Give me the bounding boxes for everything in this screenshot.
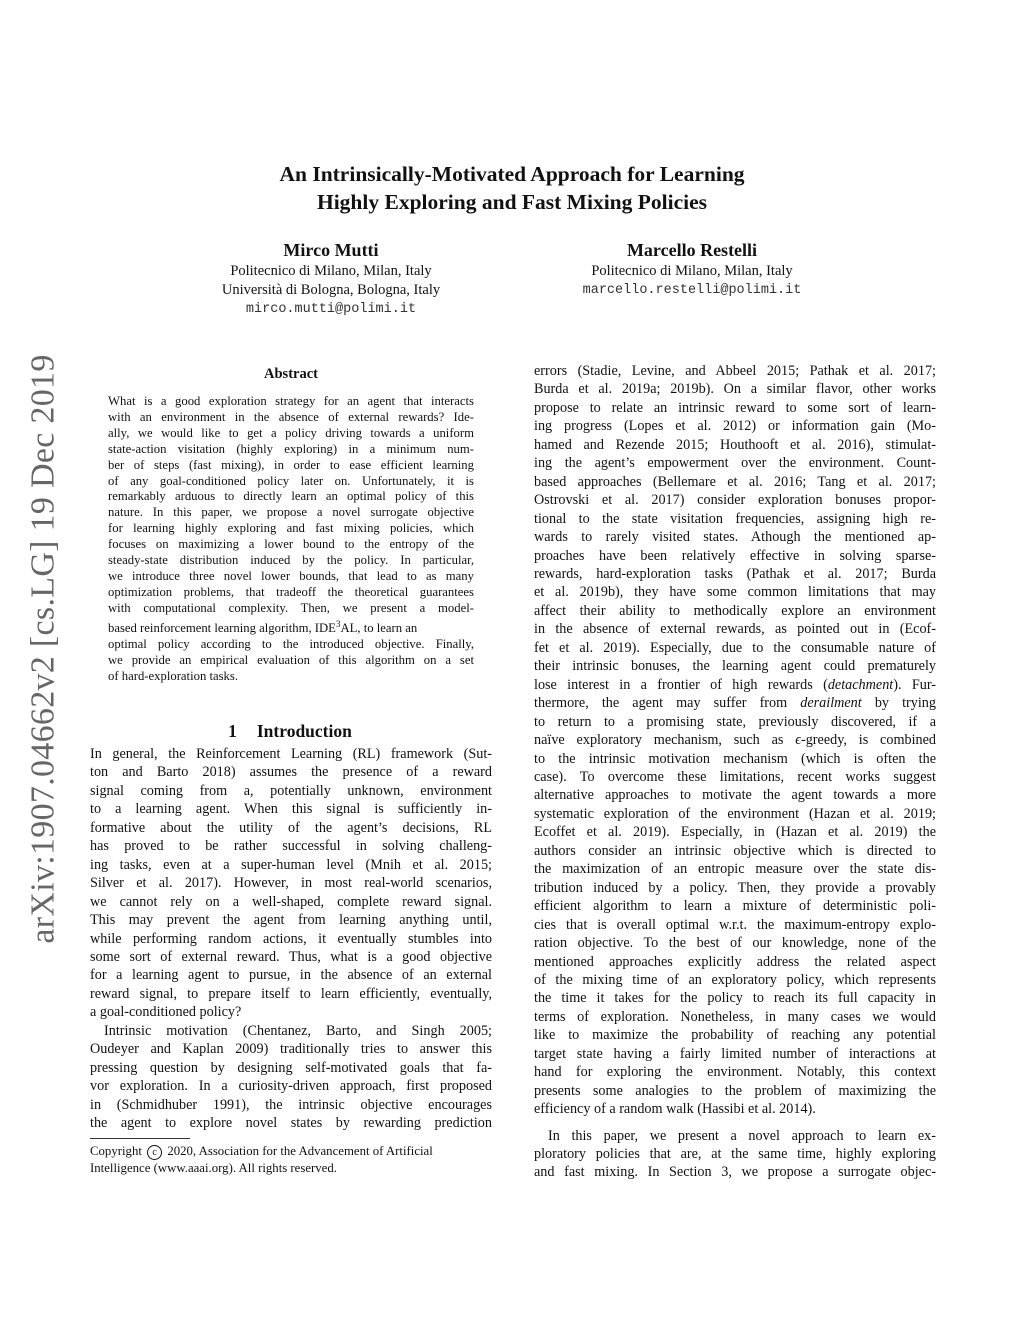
author-affiliation: Politecnico di Milano, Milan, Italy <box>230 263 432 279</box>
author-block-1 <box>161 238 501 319</box>
body-line: target state having a fairly limited number of interactions at <box>534 1045 936 1062</box>
abstract-line: of any goal-conditioned policy later on. Unfortunately, it is <box>108 473 474 488</box>
body-line <box>534 731 936 749</box>
body-line: some sort of external reward. Thus, what is a good objective <box>90 948 492 965</box>
body-line: and fast mixing. In Section 3, we propose a surrogate objec- <box>534 1164 936 1181</box>
body-text: -greedy, is combined <box>800 732 937 749</box>
abstract-line: steady-state distribution induced by the policy. In particular, <box>108 553 474 568</box>
abstract-body <box>108 394 474 685</box>
body-line: reward signal, to prepare itself to learn efficiently, eventually, <box>90 985 492 1002</box>
body-text: thermore, the agent may suffer from <box>534 695 801 712</box>
abstract-line: we provide an empirical evaluation of this algorithm on a set <box>108 652 474 667</box>
body-line: alternative approaches to motivate the agent towards a more <box>534 787 936 804</box>
body-line: ration objective. To the best of our knowledge, none of the <box>534 935 936 952</box>
epsilon-symbol: ϵ <box>795 732 801 749</box>
body-line: formative about the utility of the agent’s decisions, RL <box>90 819 492 836</box>
body-line: wards to rarely visited states. Athough the mentioned ap- <box>534 529 936 546</box>
body-line: in the absence of external rewards, as pointed out in (Ecof- <box>534 621 936 638</box>
section-heading <box>90 720 490 742</box>
body-line: efficiency of a random walk (Hassibi et al. 2014). <box>534 1101 816 1118</box>
abstract-line: What is a good exploration strategy for an agent that interacts <box>108 394 474 408</box>
body-line: errors (Stadie, Levine, and Abbeel 2015; Pathak et al. 2017; <box>534 363 936 379</box>
body-line: Ostrovski et al. 2017) consider exploration bonuses propor- <box>534 492 936 509</box>
abstract-line: focuses on maximizing a lower bound to the entropy of the <box>108 537 474 552</box>
footnote-line <box>90 1143 500 1160</box>
body-line: while performing random actions, it eventually stumbles into <box>90 930 492 947</box>
body-line: Oudeyer and Kaplan 2009) traditionally tries to answer this <box>90 1041 492 1058</box>
paragraph-gap <box>534 1119 936 1127</box>
body-line: for a learning agent to pursue, in the absence of an external <box>90 967 492 984</box>
footnote-rule <box>90 1138 190 1139</box>
left-column <box>90 745 492 1133</box>
body-text: by trying <box>861 695 936 712</box>
right-column <box>534 362 936 1182</box>
body-line: authors consider an intrinsic objective which is directed to <box>534 842 936 859</box>
arxiv-sidebar <box>22 354 66 944</box>
body-text: lose interest in a frontier of high rewards ( <box>534 676 828 693</box>
body-line: ton and Barto 2018) assumes the presence of a reward <box>90 764 492 781</box>
body-line: based approaches (Bellemare et al. 2016; Tang et al. 2017; <box>534 473 936 490</box>
abstract-line: optimal policy according to the introduced objective. Finally, <box>108 636 474 651</box>
author-block-2 <box>522 238 862 300</box>
body-line: Silver et al. 2017). However, in most real-world scenarios, <box>90 875 492 892</box>
abstract-line-text: AL, to learn an <box>340 620 418 635</box>
footnote-text: 2020, Association for the Advancement of Artificial <box>167 1144 433 1158</box>
body-line: ing the agent’s empowerment over the environment. Count- <box>534 455 936 472</box>
body-line: Burda et al. 2019a; 2019b). On a similar flavor, other works <box>534 381 936 398</box>
body-line: in (Schmidhuber 1991), the intrinsic objective encourages <box>90 1096 492 1113</box>
footnote-text: Copyright <box>90 1144 142 1158</box>
abstract-line: nature. In this paper, we propose a novel surrogate objective <box>108 505 474 520</box>
body-line: et al. 2019b), they have some common limitations that may <box>534 584 936 601</box>
body-line <box>534 694 936 712</box>
abstract-line: for learning highly exploring and fast mixing policies, which <box>108 521 474 536</box>
body-line: tribution induced by a policy. Then, they provide a provably <box>534 879 936 896</box>
body-line: to return to a promising state, previously discovered, if a <box>534 713 936 730</box>
body-line: to a learning agent. When this signal is sufficiently in- <box>90 801 492 818</box>
abstract-heading: Abstract <box>264 366 318 382</box>
abstract-line: state-action visitation (highly exploring) in a minimum num- <box>108 441 474 456</box>
body-line: terms of exploration. Nonetheless, in many cases we would <box>534 1008 936 1025</box>
body-line: rewards, hard-exploration tasks (Pathak et al. 2017; Burda <box>534 565 936 582</box>
abstract-line: with an environment in the absence of external rewards? Ide- <box>108 409 474 424</box>
body-line: hand for exploring the environment. Notably, this context <box>534 1064 936 1081</box>
body-line: efficient algorithm to learn a mixture of deterministic poli- <box>534 898 936 915</box>
body-text: ). Fur- <box>893 676 936 693</box>
body-line: mentioned approaches explicitly address the related aspect <box>534 953 936 970</box>
title-line: An Intrinsically-Motivated Approach for Learning <box>279 162 745 186</box>
body-line: their intrinsic bonuses, the learning agent could prematurely <box>534 658 936 675</box>
copyright-footnote <box>90 1143 500 1177</box>
body-line: hamed and Rezende 2015; Houthooft et al. 2016), stimulat- <box>534 436 936 453</box>
abstract-line: remarkably arduous to directly learn an optimal policy of this <box>108 489 474 504</box>
body-line: vor exploration. In a curiosity-driven approach, first proposed <box>90 1078 492 1095</box>
body-line: has proved to be rather successful in solving challeng- <box>90 838 492 855</box>
author-email: marcello.restelli@polimi.it <box>582 283 802 298</box>
body-line: systematic exploration of the environment (Hazan et al. 2019; <box>534 805 936 822</box>
emphasis-derailment: derailment <box>800 695 862 712</box>
body-line: Intrinsic motivation (Chentanez, Barto, and Singh 2005; <box>104 1022 492 1039</box>
body-line: ing tasks, even at a super-human level (Mnih et al. 2015; <box>90 856 492 873</box>
body-line: signal coming from a, potentially unknown, environment <box>90 782 492 799</box>
copyright-icon: c <box>147 1145 162 1160</box>
body-line: we cannot rely on a well-shaped, complete reward signal. <box>90 893 492 910</box>
body-line: proaches have been relatively effective in solving sparse- <box>534 547 936 564</box>
body-line: affect their ability to methodically explore an environment <box>534 602 936 619</box>
body-line: like to maximize the probability of reaching any potential <box>534 1027 936 1044</box>
body-line: tional to the state visitation frequencies, assigning high re- <box>534 510 936 527</box>
author-affiliation: Politecnico di Milano, Milan, Italy <box>591 263 793 279</box>
body-line: ing progress (Lopes et al. 2012) or information gain (Mo- <box>534 418 936 435</box>
abstract-line: we introduce three novel lower bounds, that lead to as many <box>108 568 474 583</box>
title-line: Highly Exploring and Fast Mixing Policies <box>316 190 708 214</box>
author-name: Marcello Restelli <box>626 240 758 260</box>
abstract <box>108 364 474 685</box>
abstract-line: of hard-exploration tasks. <box>108 668 239 683</box>
abstract-line: ally, we would like to get a policy driving towards a uniform <box>108 425 474 440</box>
paper-title <box>160 160 864 216</box>
algorithm-superscript: 3 <box>335 618 341 629</box>
body-line: the agent to explore novel states by rewarding prediction <box>90 1115 492 1132</box>
body-line: Ecoffet et al. 2019). Especially, in (Hazan et al. 2019) the <box>534 824 936 841</box>
body-line: the time it takes for the policy to reach its full capacity in <box>534 990 936 1007</box>
body-text: naïve exploratory mechanism, such as <box>534 732 796 749</box>
author-name: Mirco Mutti <box>283 240 379 260</box>
body-line: a goal-conditioned policy? <box>90 1004 242 1021</box>
body-line: In this paper, we present a novel approach to learn ex- <box>548 1127 936 1144</box>
abstract-line: with computational complexity. Then, we present a model- <box>108 600 474 615</box>
body-line: presents some analogies to the problem of maximizing the <box>534 1082 936 1099</box>
section-title: Introduction <box>256 721 352 741</box>
body-line: to the intrinsic motivation mechanism (which is often the <box>534 750 936 767</box>
arxiv-identifier: arXiv:1907.04662v2 [cs.LG] 19 Dec 2019 <box>25 354 63 944</box>
abstract-line: ber of steps (fast mixing), in order to ease efficient learning <box>108 457 474 472</box>
author-affiliation: Università di Bologna, Bologna, Italy <box>221 282 441 298</box>
body-line: propose to relate an intrinsic reward to some sort of learn- <box>534 399 936 416</box>
abstract-line <box>108 617 474 637</box>
author-email: mirco.mutti@polimi.it <box>245 302 417 317</box>
abstract-line-text: based reinforcement learning algorithm, IDE <box>108 620 336 635</box>
body-line: This may prevent the agent from learning anything until, <box>90 912 492 929</box>
body-line: fet et al. 2019). Especially, due to the consumable nature of <box>534 639 936 656</box>
body-line: of the mixing time of an exploratory policy, which represents <box>534 971 936 988</box>
emphasis-detachment: detachment <box>827 676 894 693</box>
body-line: ploratory policies that are, at the same time, highly exploring <box>534 1146 936 1163</box>
body-line: cies that is overall optimal w.r.t. the maximum-entropy explo- <box>534 916 936 933</box>
abstract-line: optimization problems, that tradeoff the theoretical guarantees <box>108 584 474 599</box>
body-line: the maximization of an entropic measure over the state dis- <box>534 861 936 878</box>
body-line: pressing question by designing self-motivated goals that fa- <box>90 1059 492 1076</box>
body-line: In general, the Reinforcement Learning (RL) framework (Sut- <box>90 746 492 762</box>
body-line: case). To overcome these limitations, recent works suggest <box>534 768 936 785</box>
footnote-line: Intelligence (www.aaai.org). All rights reserved. <box>90 1161 337 1175</box>
body-line <box>534 676 936 694</box>
section-number: 1 <box>228 721 237 741</box>
